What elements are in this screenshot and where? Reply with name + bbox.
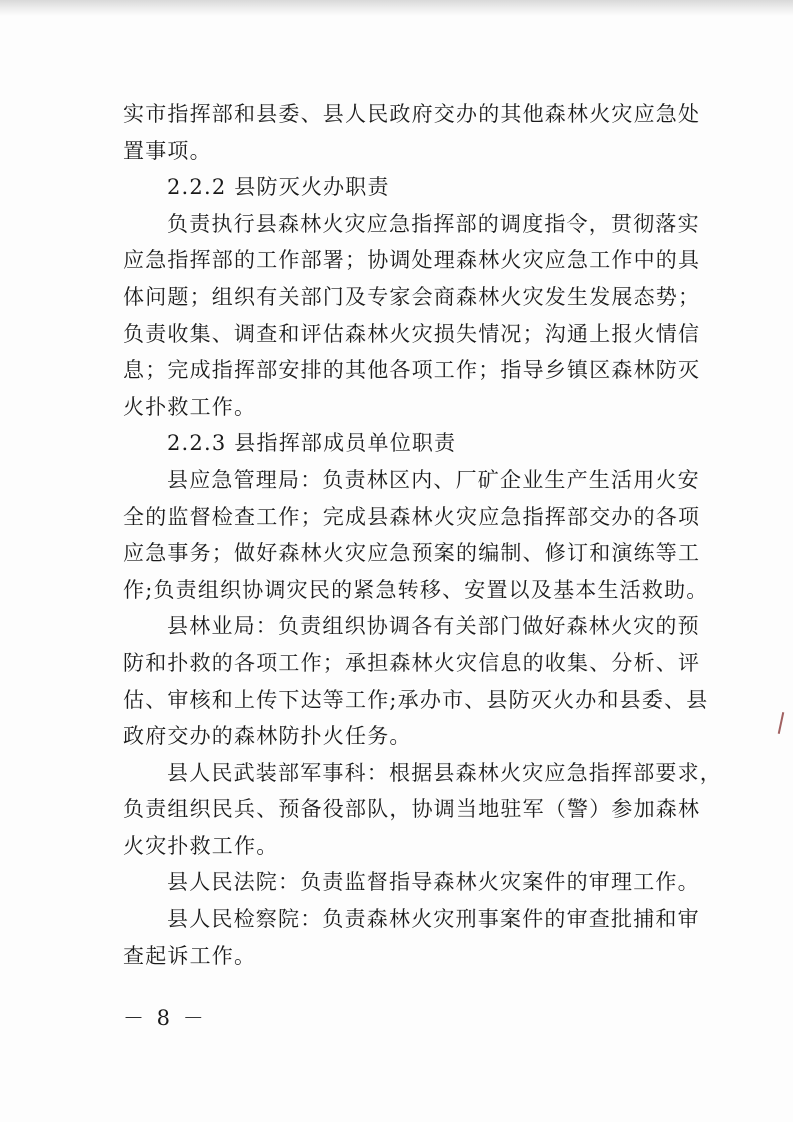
text-line: 应急指挥部的工作部署；协调处理森林火灾应急工作中的具: [123, 248, 701, 273]
text-line: 负责收集、调查和评估森林火灾损失情况；沟通上报火情信: [123, 321, 701, 346]
text-line: 县人民检察院：负责森林火灾刑事案件的审查批捕和审: [167, 907, 700, 932]
page-number: － 8 －: [123, 1006, 207, 1030]
text-line: 火灾扑救工作。: [123, 833, 279, 858]
text-line: 估、审核和上传下达等工作;承办市、县防灭火办和县委、县: [123, 687, 709, 712]
text-line: 负责执行县森林火灾应急指挥部的调度指令，贯彻落实: [167, 211, 700, 236]
scan-top-edge: [0, 0, 793, 16]
text-line: 负责组织民兵、预备役部队，协调当地驻军（警）参加森林: [123, 797, 701, 822]
text-line: 应急事务；做好森林火灾应急预案的编制、修订和演练等工: [123, 541, 701, 566]
text-line: 息；完成指挥部安排的其他各项工作；指导乡镇区森林防灭: [123, 358, 701, 383]
section-heading-2-2-2: 2.2.2 县防灭火办职责: [167, 175, 390, 200]
text-line: 作;负责组织协调灾民的紧急转移、安置以及基本生活救助。: [123, 577, 709, 602]
margin-pen-mark: [778, 712, 785, 734]
text-line: 县应急管理局：负责林区内、厂矿企业生产生活用火安: [167, 467, 700, 492]
text-line: 实市指挥部和县委、县人民政府交办的其他森林火灾应急处: [123, 102, 701, 126]
text-line: 县人民法院：负责监督指导森林火灾案件的审理工作。: [167, 870, 700, 895]
text-line: 县人民武装部军事科：根据县森林火灾应急指挥部要求，: [167, 760, 722, 785]
body-text: [123, 96, 722, 974]
section-heading-2-2-3: 2.2.3 县指挥部成员单位职责: [167, 431, 457, 456]
text-line: 体问题；组织有关部门及专家会商森林火灾发生发展态势；: [123, 284, 701, 309]
text-line: 政府交办的森林防扑火任务。: [123, 724, 412, 749]
text-line: 火扑救工作。: [123, 394, 257, 419]
text-line: 全的监督检查工作；完成县森林火灾应急指挥部交办的各项: [123, 504, 701, 529]
text-line: 县林业局：负责组织协调各有关部门做好森林火灾的预: [167, 614, 700, 639]
text-line: 查起诉工作。: [123, 943, 257, 968]
text-line: 防和扑救的各项工作；承担森林火灾信息的收集、分析、评: [123, 650, 701, 675]
text-line: 置事项。: [123, 138, 212, 163]
